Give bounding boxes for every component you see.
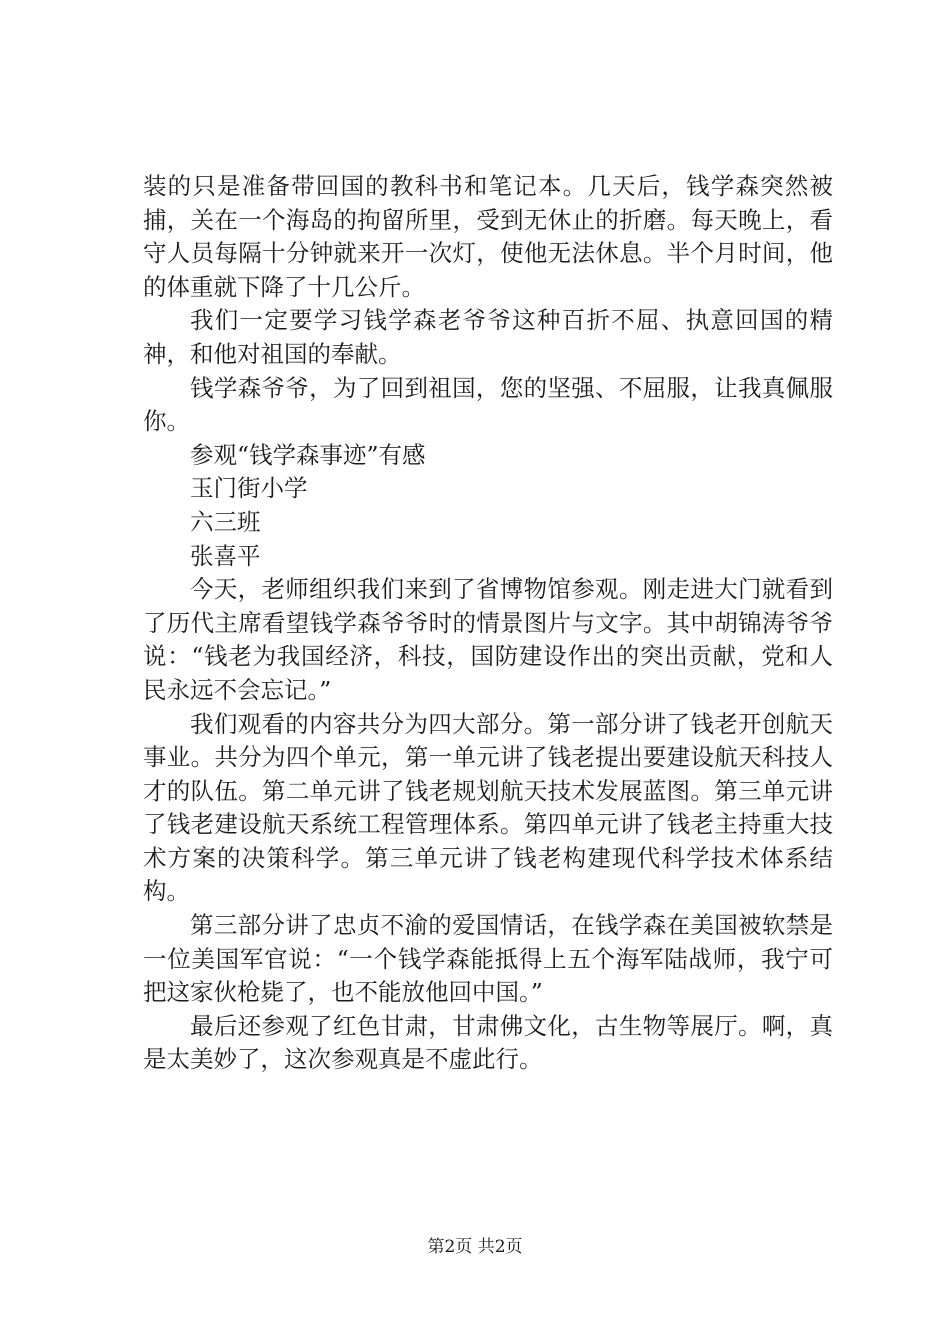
- paragraph: 最后还参观了红色甘肃，甘肃佛文化，古生物等展厅。啊，真是太美妙了，这次参观真是不虚此行。: [143, 1011, 833, 1074]
- essay-title: 参观“钱学森事迹”有感: [190, 440, 426, 469]
- paragraph: 钱学森爷爷，为了回到祖国，您的坚强、不屈服，让我真佩服你。: [143, 373, 833, 436]
- paragraph: 今天，老师组织我们来到了省博物馆参观。刚走进大门就看到了历代主席看望钱学森爷爷时的情景图片与文字。其中胡锦涛爷爷说：“钱老为我国经济，科技，国防建设作出的突出贡献，党和人民永远不会忘记。”: [143, 575, 833, 704]
- paragraph: 第三部分讲了忠贞不渝的爱国情话，在钱学森在美国被软禁是一位美国军官说：“一个钱学森能抵得上五个海军陆战师，我宁可把这家伙枪毙了，也不能放他回中国。”: [143, 911, 833, 1007]
- paragraph: 我们观看的内容共分为四大部分。第一部分讲了钱老开创航天事业。共分为四个单元，第一单元讲了钱老提出要建设航天科技人才的队伍。第二单元讲了钱老规划航天技术发展蓝图。第三单元讲了钱老建设航天系统工程管理体系。第四单元讲了钱老主持重大技术方案的决策科学。第三单元讲了钱老构建现代科学技术体系结构。: [143, 709, 833, 906]
- paragraph-continued: 装的只是准备带回国的教科书和笔记本。几天后，钱学森突然被捕，关在一个海岛的拘留所里，受到无休止的折磨。每天晚上，看守人员每隔十分钟就来开一次灯，使他无法休息。半个月时间，他的体重就下降了十几公斤。: [143, 172, 833, 301]
- school-name: 玉门街小学: [190, 474, 308, 503]
- page-number: 第2页 共2页: [427, 1237, 523, 1257]
- paragraph: 我们一定要学习钱学森老爷爷这种百折不屈、执意回国的精神，和他对祖国的奉献。: [143, 306, 833, 368]
- document-body: [143, 170, 833, 1077]
- author-name: 张喜平: [190, 541, 261, 570]
- class-name: 六三班: [190, 507, 261, 536]
